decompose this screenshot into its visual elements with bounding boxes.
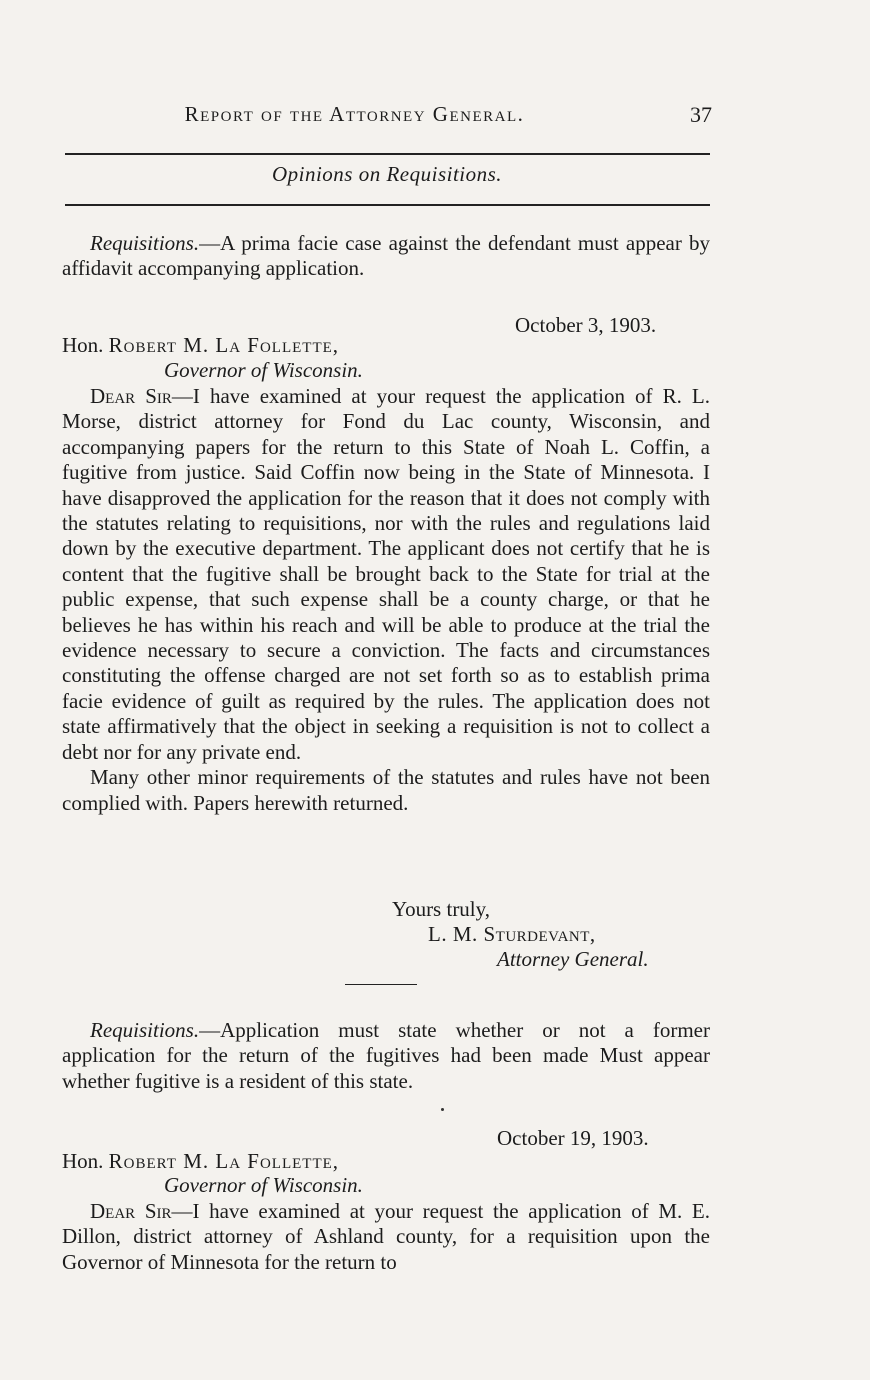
opinion-1-signer-title: Attorney General.	[497, 947, 649, 971]
opinion-2-addressee	[62, 1149, 339, 1174]
opinion-2-body	[62, 1199, 710, 1275]
opinion-2-addressee-name: Robert M. La Follette,	[108, 1149, 340, 1173]
opinion-1-date: October 3, 1903.	[515, 313, 657, 337]
headnote-1-text: —A prima facie case against the defendant must appear by affidavit accompanying application.	[62, 231, 710, 281]
header-rule-top	[65, 153, 710, 155]
headnote-2	[62, 1018, 710, 1094]
opinion-1-signer: L. M. Sturdevant,	[428, 922, 596, 946]
opinion-1-addressee-name: Robert M. La Follette,	[108, 333, 340, 357]
opinion-2-hon: Hon.	[62, 1149, 104, 1173]
header-rule-bottom	[65, 204, 710, 206]
ink-dot	[441, 1108, 444, 1111]
section-heading: Opinions on Requisitions.	[271, 162, 503, 186]
headnote-1	[62, 231, 710, 282]
opinion-2-body-text: —I have examined at your request the application of M. E. Dillon, district attorney of Ashland county, for a requisition upon the Governor of Minnesota for the return to	[62, 1199, 710, 1274]
headnote-1-label: Requisitions.	[90, 231, 200, 255]
headnote-2-label: Requisitions.	[90, 1018, 200, 1042]
headnote-2-text: —Application must state whether or not a former application for the return of the fugitives had been made Must appear whether fugitive is a resident of this state.	[62, 1018, 710, 1093]
separator-rule	[345, 984, 417, 985]
running-head	[62, 102, 712, 130]
page-number: 37	[690, 102, 712, 127]
opinion-1-closing: Yours truly,	[392, 897, 491, 921]
opinion-1-body-text-2: Many other minor requirements of the statutes and rules have not been complied with. Papers herewith returned.	[62, 765, 710, 815]
opinion-1-body-text: —I have examined at your request the application of R. L. Morse, district attorney for Fond du Lac county, Wisconsin, and accompanying papers for the return to this State of Noah L. Coffin, a fugitive from justice. Said Coffin now being in the State of Minnesota. I have disapproved the application for the reason that it does not comply with the statutes relating to requisitions, nor with the rules and regulations laid down by the executive department. The applicant does not certify that he is content that the fugitive shall be brought back to the State for trial at the public expense, that such expense shall be a county charge, or that he believes he has within his reach and will be able to produce at the trial the evidence necessary to secure a conviction. The facts and circumstances constituting the offense charged are not set forth so as to establish prima facie evidence of guilt as required by the rules. The application does not state affirmatively that the object in seeking a requisition is not to collect a debt nor for any private end.	[62, 384, 710, 764]
opinion-2-date: October 19, 1903.	[497, 1126, 649, 1150]
opinion-1-hon: Hon.	[62, 333, 104, 357]
opinion-1-addressee-title: Governor of Wisconsin.	[164, 358, 363, 382]
opinion-1-body	[62, 384, 710, 816]
opinion-1-salutation: Dear Sir	[90, 384, 172, 408]
running-title: Report of the Attorney General.	[184, 102, 525, 126]
opinion-2-salutation: Dear Sir	[90, 1199, 172, 1223]
opinion-2-addressee-title: Governor of Wisconsin.	[164, 1173, 363, 1197]
opinion-1-addressee	[62, 333, 339, 358]
